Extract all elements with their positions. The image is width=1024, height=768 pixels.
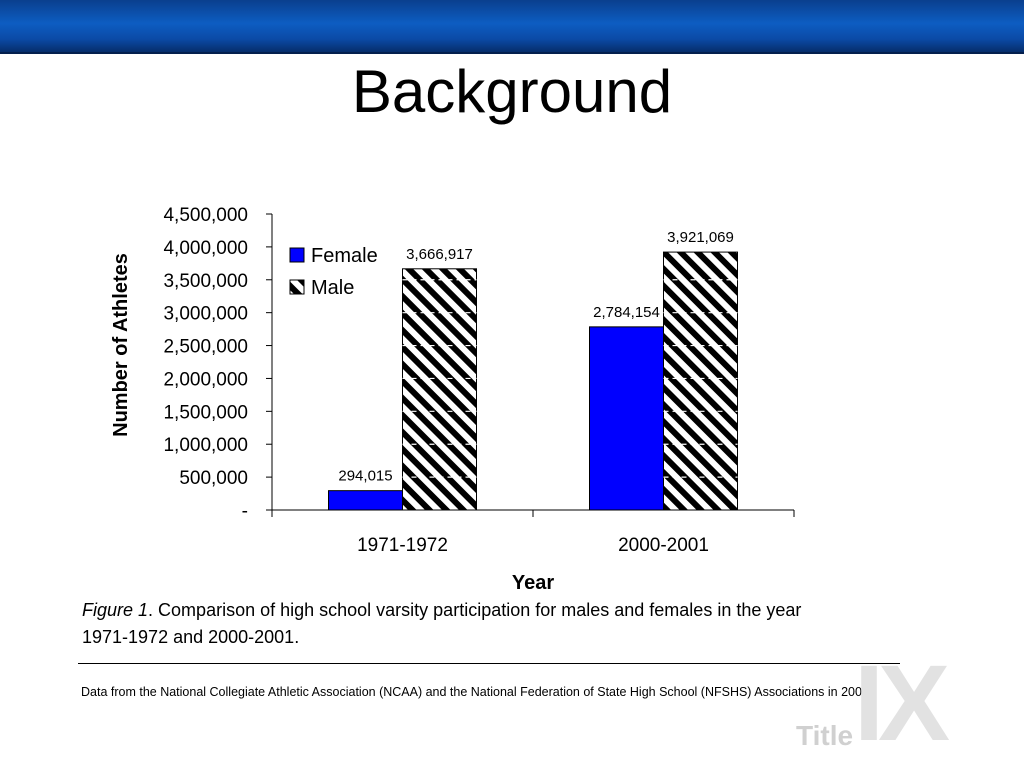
bar-male: [664, 252, 738, 510]
logo-numeral: IX: [854, 642, 945, 763]
x-tick-label: 2000-2001: [618, 535, 709, 556]
figure-caption-text: . Comparison of high school varsity participation for males and females in the year 1971-1972 and 2000-2001.: [82, 600, 802, 647]
y-tick-label: 3,500,000: [163, 270, 248, 292]
data-label: 294,015: [338, 467, 393, 485]
y-tick-label: 2,500,000: [163, 336, 248, 358]
y-tick-label: 2,000,000: [163, 369, 248, 391]
y-tick-label: 500,000: [179, 468, 248, 490]
x-tick-label: 1971-1972: [357, 535, 448, 556]
y-tick-label: 1,000,000: [163, 435, 248, 457]
legend-label-female: Female: [311, 245, 378, 267]
legend-swatch-male: [290, 280, 304, 294]
data-label: 3,666,917: [406, 245, 473, 263]
divider-line: [78, 663, 900, 664]
y-tick-label: 4,500,000: [163, 205, 248, 226]
title-ix-logo: [790, 642, 980, 763]
y-tick-label: 4,000,000: [163, 237, 248, 259]
bar-female: [329, 491, 403, 510]
slide-title: Background: [351, 58, 673, 125]
data-label: 3,921,069: [667, 229, 734, 247]
x-axis-title: Year: [511, 572, 555, 594]
y-tick-label: -: [241, 501, 248, 522]
legend-label-male: Male: [311, 277, 355, 299]
bar-female: [590, 327, 664, 510]
figure-caption: [82, 597, 842, 651]
bar-male: [403, 269, 477, 510]
source-note: Data from the National Collegiate Athletic Association (NCAA) and the National Federation of State High School (NFSHS) Associations in 2000.: [81, 685, 873, 699]
y-tick-label: 1,500,000: [163, 402, 248, 424]
logo-word: Title: [796, 720, 854, 751]
legend-swatch-female: [290, 248, 304, 262]
y-tick-label: 3,000,000: [163, 303, 248, 325]
y-axis-title: Number of Athletes: [110, 253, 132, 437]
data-label: 2,784,154: [593, 303, 660, 321]
figure-label: Figure 1: [82, 600, 149, 620]
